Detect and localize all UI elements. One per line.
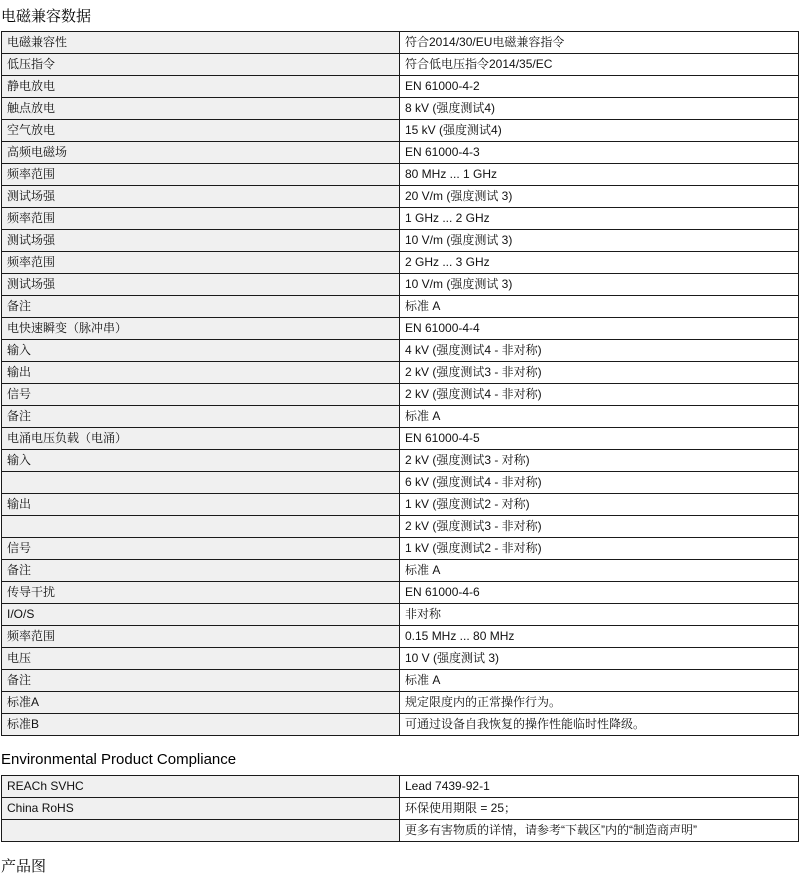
- emc-table-row: [2, 120, 799, 142]
- spec-label: 备注: [2, 406, 400, 428]
- spec-label: 电压: [2, 648, 400, 670]
- emc-table-row: [2, 494, 799, 516]
- spec-label: 备注: [2, 670, 400, 692]
- emc-table-row: [2, 230, 799, 252]
- spec-label: 测试场强: [2, 230, 400, 252]
- emc-table-row: [2, 648, 799, 670]
- spec-value: EN 61000-4-2: [400, 76, 799, 98]
- spec-value: 4 kV (强度测试4 - 非对称): [400, 340, 799, 362]
- emc-table-row: [2, 186, 799, 208]
- spec-label: 信号: [2, 538, 400, 560]
- emc-table-row: [2, 670, 799, 692]
- spec-label: 频率范围: [2, 626, 400, 648]
- emc-table-row: [2, 142, 799, 164]
- emc-section-title: 电磁兼容数据: [1, 8, 92, 25]
- emc-table-row: [2, 208, 799, 230]
- spec-value: 1 kV (强度测试2 - 对称): [400, 494, 799, 516]
- spec-value: Lead 7439-92-1: [400, 776, 799, 798]
- spec-value: EN 61000-4-3: [400, 142, 799, 164]
- spec-value: 符合低电压指令2014/35/EC: [400, 54, 799, 76]
- spec-value: 10 V (强度测试 3): [400, 648, 799, 670]
- spec-label: 频率范围: [2, 208, 400, 230]
- spec-value: 10 V/m (强度测试 3): [400, 230, 799, 252]
- spec-label: 测试场强: [2, 186, 400, 208]
- emc-table-row: [2, 384, 799, 406]
- spec-value: 1 kV (强度测试2 - 非对称): [400, 538, 799, 560]
- emc-table-row: [2, 692, 799, 714]
- spec-label: 标准B: [2, 714, 400, 736]
- emc-table-body: [2, 32, 799, 736]
- spec-value: EN 61000-4-4: [400, 318, 799, 340]
- emc-table-row: [2, 560, 799, 582]
- env-table-row: [2, 798, 799, 820]
- emc-table-row: [2, 362, 799, 384]
- emc-table-row: [2, 428, 799, 450]
- env-table-row: [2, 820, 799, 842]
- emc-table-row: [2, 32, 799, 54]
- emc-table-row: [2, 54, 799, 76]
- spec-value: 8 kV (强度测试4): [400, 98, 799, 120]
- emc-table-row: [2, 472, 799, 494]
- spec-label: 备注: [2, 296, 400, 318]
- env-table: [1, 775, 799, 842]
- spec-value: 6 kV (强度测试4 - 非对称): [400, 472, 799, 494]
- emc-table-row: [2, 340, 799, 362]
- spec-value: 更多有害物质的详情，请参考“下载区”内的“制造商声明”: [400, 820, 799, 842]
- spec-label: 输入: [2, 450, 400, 472]
- emc-table-row: [2, 252, 799, 274]
- spec-label: 标准A: [2, 692, 400, 714]
- spec-label: 电快速瞬变（脉冲串）: [2, 318, 400, 340]
- emc-table-row: [2, 582, 799, 604]
- env-table-body: [2, 776, 799, 842]
- spec-value: 80 MHz ... 1 GHz: [400, 164, 799, 186]
- spec-value: 2 kV (强度测试4 - 非对称): [400, 384, 799, 406]
- emc-table-row: [2, 626, 799, 648]
- spec-label: [2, 820, 400, 842]
- spec-label: 触点放电: [2, 98, 400, 120]
- spec-value: 标准 A: [400, 670, 799, 692]
- spec-value: 2 kV (强度测试3 - 非对称): [400, 516, 799, 538]
- emc-table-row: [2, 714, 799, 736]
- env-table-row: [2, 776, 799, 798]
- spec-label: 信号: [2, 384, 400, 406]
- emc-table-row: [2, 318, 799, 340]
- spec-value: 2 kV (强度测试3 - 非对称): [400, 362, 799, 384]
- spec-label: REACh SVHC: [2, 776, 400, 798]
- spec-value: 15 kV (强度测试4): [400, 120, 799, 142]
- emc-table-row: [2, 516, 799, 538]
- emc-table-row: [2, 450, 799, 472]
- spec-value: 2 kV (强度测试3 - 对称): [400, 450, 799, 472]
- env-section-title: Environmental Product Compliance: [1, 751, 237, 768]
- spec-value: 非对称: [400, 604, 799, 626]
- spec-value: 标准 A: [400, 296, 799, 318]
- spec-label: China RoHS: [2, 798, 400, 820]
- emc-table-row: [2, 98, 799, 120]
- emc-table-row: [2, 296, 799, 318]
- spec-value: 符合2014/30/EU电磁兼容指令: [400, 32, 799, 54]
- emc-table-row: [2, 164, 799, 186]
- spec-label: 输出: [2, 494, 400, 516]
- spec-label: 电磁兼容性: [2, 32, 400, 54]
- emc-table-row: [2, 76, 799, 98]
- spec-value: 环保使用期限 = 25；: [400, 798, 799, 820]
- emc-table-row: [2, 604, 799, 626]
- spec-value: EN 61000-4-6: [400, 582, 799, 604]
- spec-label: 高频电磁场: [2, 142, 400, 164]
- spec-value: 规定限度内的正常操作行为。: [400, 692, 799, 714]
- spec-value: 标准 A: [400, 560, 799, 582]
- emc-table-row: [2, 538, 799, 560]
- spec-value: 1 GHz ... 2 GHz: [400, 208, 799, 230]
- spec-value: EN 61000-4-5: [400, 428, 799, 450]
- spec-label: 频率范围: [2, 252, 400, 274]
- spec-label: 输出: [2, 362, 400, 384]
- spec-value: 0.15 MHz ... 80 MHz: [400, 626, 799, 648]
- spec-label: 静电放电: [2, 76, 400, 98]
- spec-label: 传导干扰: [2, 582, 400, 604]
- emc-table-row: [2, 274, 799, 296]
- spec-label: I/O/S: [2, 604, 400, 626]
- spec-label: 频率范围: [2, 164, 400, 186]
- spec-label: [2, 472, 400, 494]
- product-image-title: 产品图: [1, 858, 47, 875]
- spec-label: 电涌电压负载（电涌）: [2, 428, 400, 450]
- emc-table: [1, 31, 799, 736]
- spec-value: 10 V/m (强度测试 3): [400, 274, 799, 296]
- spec-label: 空气放电: [2, 120, 400, 142]
- spec-label: [2, 516, 400, 538]
- spec-value: 可通过设备自我恢复的操作性能临时性降级。: [400, 714, 799, 736]
- spec-value: 20 V/m (强度测试 3): [400, 186, 799, 208]
- spec-value: 2 GHz ... 3 GHz: [400, 252, 799, 274]
- spec-label: 低压指令: [2, 54, 400, 76]
- spec-label: 测试场强: [2, 274, 400, 296]
- spec-label: 备注: [2, 560, 400, 582]
- spec-label: 输入: [2, 340, 400, 362]
- spec-value: 标准 A: [400, 406, 799, 428]
- emc-table-row: [2, 406, 799, 428]
